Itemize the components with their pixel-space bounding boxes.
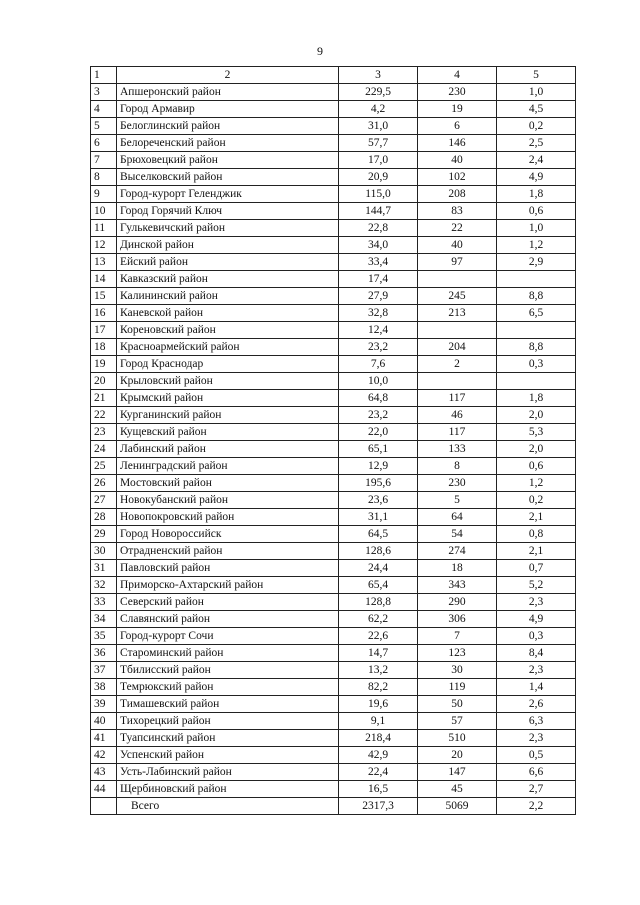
value-col3-cell: 128,6 <box>339 543 418 560</box>
table-row <box>91 696 576 713</box>
row-number-cell: 17 <box>91 322 117 339</box>
table-row <box>91 271 576 288</box>
table-row <box>91 662 576 679</box>
value-col5-cell: 0,8 <box>497 526 576 543</box>
row-number-cell: 18 <box>91 339 117 356</box>
row-number-cell: 6 <box>91 135 117 152</box>
district-name-cell: Город-курорт Сочи <box>117 628 339 645</box>
value-col5-cell: 1,8 <box>497 390 576 407</box>
row-number-cell: 35 <box>91 628 117 645</box>
value-col5-cell: 0,3 <box>497 356 576 373</box>
value-col4-cell: 7 <box>418 628 497 645</box>
header-cell-3: 3 <box>339 67 418 84</box>
table-row <box>91 475 576 492</box>
total-row <box>91 798 576 815</box>
table-row <box>91 730 576 747</box>
value-col3-cell: 4,2 <box>339 101 418 118</box>
value-col3-cell: 19,6 <box>339 696 418 713</box>
row-number-cell: 31 <box>91 560 117 577</box>
value-col4-cell: 8 <box>418 458 497 475</box>
table-row <box>91 747 576 764</box>
value-col5-cell: 4,5 <box>497 101 576 118</box>
value-col5-cell: 1,0 <box>497 220 576 237</box>
value-col3-cell: 31,0 <box>339 118 418 135</box>
value-col4-cell: 30 <box>418 662 497 679</box>
value-col3-cell: 22,6 <box>339 628 418 645</box>
row-number-cell: 27 <box>91 492 117 509</box>
table-row <box>91 407 576 424</box>
table-row <box>91 169 576 186</box>
table-row <box>91 764 576 781</box>
table-row <box>91 237 576 254</box>
district-name-cell: Приморско-Ахтарский район <box>117 577 339 594</box>
table-row <box>91 560 576 577</box>
value-col3-cell: 23,6 <box>339 492 418 509</box>
value-col3-cell: 22,8 <box>339 220 418 237</box>
table-row <box>91 118 576 135</box>
header-cell-2: 2 <box>117 67 339 84</box>
district-name-cell: Туапсинский район <box>117 730 339 747</box>
value-col4-cell: 510 <box>418 730 497 747</box>
district-name-cell: Курганинский район <box>117 407 339 424</box>
row-number-cell: 38 <box>91 679 117 696</box>
value-col3-cell: 20,9 <box>339 169 418 186</box>
value-col3-cell: 64,5 <box>339 526 418 543</box>
value-col4-cell: 343 <box>418 577 497 594</box>
value-col5-cell: 2,6 <box>497 696 576 713</box>
header-cell-5: 5 <box>497 67 576 84</box>
value-col5-cell: 6,6 <box>497 764 576 781</box>
district-name-cell: Брюховецкий район <box>117 152 339 169</box>
table-row <box>91 339 576 356</box>
district-name-cell: Крыловский район <box>117 373 339 390</box>
value-col3-cell: 17,4 <box>339 271 418 288</box>
district-name-cell: Лабинский район <box>117 441 339 458</box>
value-col3-cell: 12,9 <box>339 458 418 475</box>
value-col5-cell: 0,6 <box>497 203 576 220</box>
district-name-cell: Успенский район <box>117 747 339 764</box>
value-col4-cell: 18 <box>418 560 497 577</box>
value-col4-cell: 117 <box>418 424 497 441</box>
table-row <box>91 645 576 662</box>
value-col4-cell: 6 <box>418 118 497 135</box>
value-col5-cell: 4,9 <box>497 611 576 628</box>
value-col3-cell: 23,2 <box>339 339 418 356</box>
row-number-cell: 19 <box>91 356 117 373</box>
value-col4-cell: 119 <box>418 679 497 696</box>
value-col5-cell: 2,7 <box>497 781 576 798</box>
value-col3-cell: 65,1 <box>339 441 418 458</box>
district-name-cell: Кавказский район <box>117 271 339 288</box>
value-col3-cell: 9,1 <box>339 713 418 730</box>
district-name-cell: Усть-Лабинский район <box>117 764 339 781</box>
district-name-cell: Новопокровский район <box>117 509 339 526</box>
value-col3-cell: 64,8 <box>339 390 418 407</box>
row-number-cell: 23 <box>91 424 117 441</box>
district-name-cell: Тбилисский район <box>117 662 339 679</box>
table-row <box>91 288 576 305</box>
table-row <box>91 679 576 696</box>
district-name-cell: Апшеронский район <box>117 84 339 101</box>
value-col5-cell: 5,3 <box>497 424 576 441</box>
district-name-cell: Кореновский район <box>117 322 339 339</box>
value-col5-cell: 5,2 <box>497 577 576 594</box>
value-col4-cell <box>418 271 497 288</box>
value-col3-cell: 22,4 <box>339 764 418 781</box>
row-number-cell: 44 <box>91 781 117 798</box>
row-number-cell: 26 <box>91 475 117 492</box>
page-number: 9 <box>317 44 323 58</box>
row-number-cell: 20 <box>91 373 117 390</box>
table-row <box>91 628 576 645</box>
district-name-cell: Ленинградский район <box>117 458 339 475</box>
value-col4-cell: 46 <box>418 407 497 424</box>
value-col4-cell: 22 <box>418 220 497 237</box>
value-col5-cell: 1,2 <box>497 237 576 254</box>
row-number-cell: 28 <box>91 509 117 526</box>
table-row <box>91 322 576 339</box>
value-col5-cell: 2,1 <box>497 509 576 526</box>
row-number-cell: 13 <box>91 254 117 271</box>
district-name-cell: Город Горячий Ключ <box>117 203 339 220</box>
row-number-cell: 32 <box>91 577 117 594</box>
table-row <box>91 611 576 628</box>
value-col3-cell: 22,0 <box>339 424 418 441</box>
value-col5-cell: 8,8 <box>497 339 576 356</box>
value-col5-cell: 0,5 <box>497 747 576 764</box>
value-col3-cell: 115,0 <box>339 186 418 203</box>
table-row <box>91 254 576 271</box>
value-col3-cell: 12,4 <box>339 322 418 339</box>
value-col3-cell: 128,8 <box>339 594 418 611</box>
value-col5-cell: 0,2 <box>497 492 576 509</box>
value-col4-cell: 133 <box>418 441 497 458</box>
value-col5-cell: 4,9 <box>497 169 576 186</box>
value-col5-cell: 2,3 <box>497 662 576 679</box>
district-name-cell: Красноармейский район <box>117 339 339 356</box>
value-col5-cell: 2,0 <box>497 441 576 458</box>
value-col3-cell: 218,4 <box>339 730 418 747</box>
value-col4-cell: 204 <box>418 339 497 356</box>
value-col4-cell: 2 <box>418 356 497 373</box>
district-name-cell: Город Новороссийск <box>117 526 339 543</box>
row-number-cell: 15 <box>91 288 117 305</box>
row-number-cell: 33 <box>91 594 117 611</box>
row-number-cell: 3 <box>91 84 117 101</box>
table-row <box>91 458 576 475</box>
value-col3-cell: 144,7 <box>339 203 418 220</box>
value-col4-cell: 20 <box>418 747 497 764</box>
value-col3-cell: 31,1 <box>339 509 418 526</box>
district-name-cell: Щербиновский район <box>117 781 339 798</box>
value-col5-cell: 0,7 <box>497 560 576 577</box>
row-number-cell: 43 <box>91 764 117 781</box>
row-number-cell: 22 <box>91 407 117 424</box>
district-name-cell: Новокубанский район <box>117 492 339 509</box>
row-number-cell: 24 <box>91 441 117 458</box>
district-name-cell: Город Армавир <box>117 101 339 118</box>
district-name-cell: Тихорецкий район <box>117 713 339 730</box>
value-col4-cell: 45 <box>418 781 497 798</box>
district-name-cell: Отрадненский район <box>117 543 339 560</box>
row-number-cell: 12 <box>91 237 117 254</box>
table-row <box>91 186 576 203</box>
value-col4-cell: 290 <box>418 594 497 611</box>
value-col5-cell: 1,0 <box>497 84 576 101</box>
table-row <box>91 84 576 101</box>
value-col4-cell: 102 <box>418 169 497 186</box>
header-cell-1: 1 <box>91 67 117 84</box>
table-row <box>91 356 576 373</box>
district-name-cell: Белоглинский район <box>117 118 339 135</box>
table-row <box>91 220 576 237</box>
value-col4-cell: 146 <box>418 135 497 152</box>
total-label-cell: Всего <box>117 798 339 815</box>
value-col4-cell: 230 <box>418 475 497 492</box>
value-col3-cell: 57,7 <box>339 135 418 152</box>
value-col4-cell: 213 <box>418 305 497 322</box>
value-col4-cell: 5069 <box>418 798 497 815</box>
value-col4-cell: 230 <box>418 84 497 101</box>
value-col5-cell: 2,9 <box>497 254 576 271</box>
value-col5-cell: 2,0 <box>497 407 576 424</box>
value-col5-cell: 1,2 <box>497 475 576 492</box>
row-number-cell: 29 <box>91 526 117 543</box>
value-col5-cell: 2,3 <box>497 594 576 611</box>
district-name-cell: Выселковский район <box>117 169 339 186</box>
value-col3-cell: 82,2 <box>339 679 418 696</box>
district-name-cell: Динской район <box>117 237 339 254</box>
value-col3-cell: 24,4 <box>339 560 418 577</box>
value-col5-cell: 0,6 <box>497 458 576 475</box>
value-col5-cell: 6,3 <box>497 713 576 730</box>
row-number-cell: 11 <box>91 220 117 237</box>
district-name-cell: Мостовский район <box>117 475 339 492</box>
district-name-cell: Город Краснодар <box>117 356 339 373</box>
table-row <box>91 577 576 594</box>
table-row <box>91 441 576 458</box>
row-number-cell: 21 <box>91 390 117 407</box>
value-col5-cell <box>497 271 576 288</box>
value-col4-cell: 147 <box>418 764 497 781</box>
row-number-cell: 39 <box>91 696 117 713</box>
table-row <box>91 492 576 509</box>
value-col4-cell: 40 <box>418 152 497 169</box>
district-name-cell: Город-курорт Геленджик <box>117 186 339 203</box>
value-col3-cell: 33,4 <box>339 254 418 271</box>
table-row <box>91 543 576 560</box>
district-name-cell: Тимашевский район <box>117 696 339 713</box>
district-name-cell: Северский район <box>117 594 339 611</box>
district-name-cell: Каневской район <box>117 305 339 322</box>
value-col3-cell: 27,9 <box>339 288 418 305</box>
value-col3-cell: 23,2 <box>339 407 418 424</box>
row-number-cell: 4 <box>91 101 117 118</box>
value-col4-cell: 64 <box>418 509 497 526</box>
value-col3-cell: 14,7 <box>339 645 418 662</box>
value-col3-cell: 2317,3 <box>339 798 418 815</box>
value-col5-cell: 0,3 <box>497 628 576 645</box>
value-col3-cell: 34,0 <box>339 237 418 254</box>
value-col5-cell: 2,1 <box>497 543 576 560</box>
value-col3-cell: 32,8 <box>339 305 418 322</box>
table-row <box>91 203 576 220</box>
row-number-cell: 42 <box>91 747 117 764</box>
value-col4-cell: 274 <box>418 543 497 560</box>
value-col3-cell: 17,0 <box>339 152 418 169</box>
value-col3-cell: 10,0 <box>339 373 418 390</box>
value-col3-cell: 7,6 <box>339 356 418 373</box>
table-row <box>91 526 576 543</box>
value-col4-cell: 306 <box>418 611 497 628</box>
value-col4-cell: 208 <box>418 186 497 203</box>
row-number-cell: 25 <box>91 458 117 475</box>
value-col4-cell <box>418 322 497 339</box>
value-col3-cell: 13,2 <box>339 662 418 679</box>
value-col4-cell: 117 <box>418 390 497 407</box>
value-col5-cell <box>497 322 576 339</box>
value-col5-cell: 2,4 <box>497 152 576 169</box>
table-row <box>91 390 576 407</box>
value-col4-cell: 83 <box>418 203 497 220</box>
row-number-cell: 16 <box>91 305 117 322</box>
district-name-cell: Староминский район <box>117 645 339 662</box>
table-row <box>91 373 576 390</box>
value-col3-cell: 42,9 <box>339 747 418 764</box>
district-name-cell: Павловский район <box>117 560 339 577</box>
table-row <box>91 305 576 322</box>
district-name-cell: Белореченский район <box>117 135 339 152</box>
value-col4-cell: 57 <box>418 713 497 730</box>
table-row <box>91 713 576 730</box>
value-col3-cell: 62,2 <box>339 611 418 628</box>
value-col5-cell: 8,8 <box>497 288 576 305</box>
row-number-cell: 9 <box>91 186 117 203</box>
district-name-cell: Темрюкский район <box>117 679 339 696</box>
table-row <box>91 594 576 611</box>
value-col5-cell: 2,2 <box>497 798 576 815</box>
value-col5-cell: 2,5 <box>497 135 576 152</box>
value-col4-cell: 123 <box>418 645 497 662</box>
value-col5-cell: 8,4 <box>497 645 576 662</box>
value-col5-cell: 6,5 <box>497 305 576 322</box>
table-row <box>91 152 576 169</box>
value-col4-cell <box>418 373 497 390</box>
row-number-cell: 8 <box>91 169 117 186</box>
row-number-cell: 36 <box>91 645 117 662</box>
row-number-cell: 41 <box>91 730 117 747</box>
row-number-cell: 14 <box>91 271 117 288</box>
value-col5-cell: 0,2 <box>497 118 576 135</box>
value-col3-cell: 229,5 <box>339 84 418 101</box>
value-col3-cell: 65,4 <box>339 577 418 594</box>
row-number-cell <box>91 798 117 815</box>
value-col4-cell: 5 <box>418 492 497 509</box>
table-header-row <box>91 67 576 84</box>
header-cell-4: 4 <box>418 67 497 84</box>
row-number-cell: 37 <box>91 662 117 679</box>
district-name-cell: Ейский район <box>117 254 339 271</box>
value-col4-cell: 50 <box>418 696 497 713</box>
district-name-cell: Гулькевичский район <box>117 220 339 237</box>
value-col5-cell: 1,4 <box>497 679 576 696</box>
table-row <box>91 781 576 798</box>
value-col3-cell: 16,5 <box>339 781 418 798</box>
table-row <box>91 509 576 526</box>
value-col4-cell: 245 <box>418 288 497 305</box>
row-number-cell: 7 <box>91 152 117 169</box>
district-name-cell: Славянский район <box>117 611 339 628</box>
table-row <box>91 135 576 152</box>
table-row <box>91 424 576 441</box>
value-col4-cell: 54 <box>418 526 497 543</box>
value-col5-cell: 2,3 <box>497 730 576 747</box>
row-number-cell: 30 <box>91 543 117 560</box>
value-col4-cell: 97 <box>418 254 497 271</box>
district-name-cell: Калининский район <box>117 288 339 305</box>
value-col3-cell: 195,6 <box>339 475 418 492</box>
district-name-cell: Крымский район <box>117 390 339 407</box>
row-number-cell: 34 <box>91 611 117 628</box>
row-number-cell: 40 <box>91 713 117 730</box>
row-number-cell: 10 <box>91 203 117 220</box>
value-col4-cell: 40 <box>418 237 497 254</box>
value-col4-cell: 19 <box>418 101 497 118</box>
value-col5-cell: 1,8 <box>497 186 576 203</box>
value-col5-cell <box>497 373 576 390</box>
district-name-cell: Кущевский район <box>117 424 339 441</box>
table-row <box>91 101 576 118</box>
row-number-cell: 5 <box>91 118 117 135</box>
data-table <box>90 66 576 815</box>
